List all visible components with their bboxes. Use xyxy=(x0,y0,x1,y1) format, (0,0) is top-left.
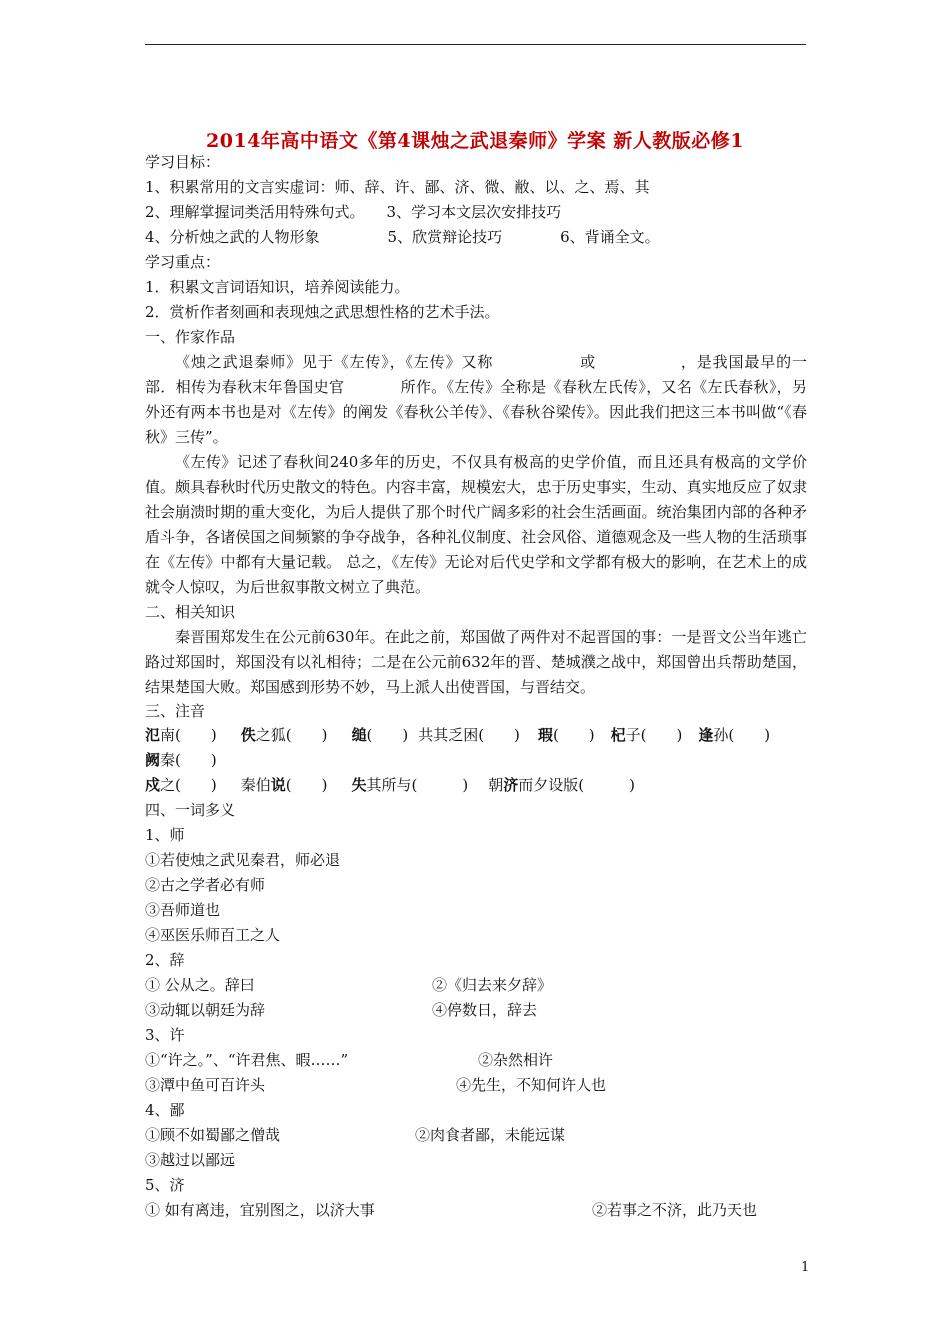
goal-1: 1、积累常用的文言实虚词：师、辞、许、鄙、济、微、敝、以、之、焉、其 xyxy=(145,178,650,196)
section-1-heading: 一、作家作品 xyxy=(145,328,236,346)
pinyin-blank: 南( ) xyxy=(160,726,217,744)
pinyin-char: 说 xyxy=(270,776,286,794)
word-5-item-2: ②若事之不济，此乃天也 xyxy=(592,1201,758,1219)
section-1-paragraph-1 xyxy=(145,350,807,450)
goal-6: 6、背诵全文。 xyxy=(560,228,660,246)
pinyin-char: 逢 xyxy=(698,726,714,744)
pinyin-blank: 之( ) xyxy=(160,776,217,794)
section-2-paragraph: 秦晋围郑发生在公元前630年。在此之前，郑国做了两件对不起晋国的事：一是晋文公当年逃亡路过郑国时，郑国没有以礼相待；二是在公元前632年的晋、楚城濮之战中，郑国曾出兵帮助楚国，结果楚国大败。郑国感到形势不妙，马上派人出使晋国，与晋结交。 xyxy=(145,628,807,696)
section-2-heading: 二、相关知识 xyxy=(145,603,236,621)
word-2-heading: 2、辞 xyxy=(145,951,185,969)
word-4-heading: 4、鄙 xyxy=(145,1101,185,1119)
word-2-item-4: ④停数日，辞去 xyxy=(432,1001,538,1019)
pinyin-blank: ( ) xyxy=(285,776,328,794)
goal-5: 5、欣赏辩论技巧 xyxy=(387,228,503,246)
s1-p1-part-a: 《烛之武退秦师》见于《左传》，《左传》又称 xyxy=(175,353,494,371)
pinyin-blank: ( ) xyxy=(366,726,409,744)
pinyin-char: 佚 xyxy=(240,726,256,744)
word-2-item-2: ②《归去来夕辞》 xyxy=(432,976,553,994)
goal-3: 3、学习本文层次安排技巧 xyxy=(386,203,562,221)
focus-heading: 学习重点： xyxy=(145,253,221,271)
s1-p1-part-b: 或 xyxy=(579,353,597,371)
pinyin-char: 缒 xyxy=(351,726,367,744)
pinyin-char: 杞 xyxy=(610,726,626,744)
pinyin-char: 瑕 xyxy=(537,726,553,744)
s1-p1-part-d: 所作。《左传》全称是《春秋左氏传》，又名《左氏春秋》，另外还有两本书也是对《左传》的阐发《春秋公羊传》、《春秋谷梁传》。因此我们把这三本书叫做“《春秋》三传”。 xyxy=(145,378,807,446)
word-4-item-3: ③越过以鄙远 xyxy=(145,1151,236,1169)
word-4-item-2: ②肉食者鄙，未能远谋 xyxy=(415,1126,566,1144)
word-1-heading: 1、师 xyxy=(145,826,185,844)
goal-4-5-6 xyxy=(145,225,660,250)
pinyin-blank: ( ) xyxy=(552,726,595,744)
word-1-item-2: ②古之学者必有师 xyxy=(145,876,266,894)
page-number: 1 xyxy=(801,1260,810,1275)
word-1-item-1: ①若使烛之武见秦君，师必退 xyxy=(145,851,341,869)
pinyin-blank: 而夕设版( ) xyxy=(518,776,635,794)
pinyin-row-1 xyxy=(145,723,770,748)
pinyin-text: 秦伯 xyxy=(240,776,271,794)
word-1-item-3: ③吾师道也 xyxy=(145,901,221,919)
word-4-item-1: ①顾不如蜀鄙之僧哉 xyxy=(145,1126,281,1144)
pinyin-blank: 秦( ) xyxy=(160,751,217,769)
pinyin-blank: 孙( ) xyxy=(713,726,771,744)
document-title: 2014年高中语文《第4课烛之武退秦师》学案 新人教版必修1 xyxy=(206,130,744,152)
section-4-heading: 四、一词多义 xyxy=(145,801,236,819)
word-3-heading: 3、许 xyxy=(145,1026,185,1044)
focus-2: 2．赏析作者刻画和表现烛之武思想性格的艺术手法。 xyxy=(145,303,500,321)
s1-p1-part-c: ，是我国最早的一部．相传为春秋末年鲁国史官 xyxy=(145,353,807,396)
word-3-item-1: ①“许之。”、“许君焦、暇……” xyxy=(145,1051,349,1069)
header-rule xyxy=(145,44,806,45)
pinyin-blank: 子( ) xyxy=(625,726,683,744)
word-3-item-2: ②杂然相许 xyxy=(478,1051,554,1069)
pinyin-char: 济 xyxy=(503,776,519,794)
word-2-item-1: ① 公从之。辞曰 xyxy=(145,976,255,994)
pinyin-char: 失 xyxy=(351,776,367,794)
pinyin-char: 戍 xyxy=(145,776,161,794)
word-3-item-3: ③潭中鱼可百许头 xyxy=(145,1076,266,1094)
word-5-heading: 5、济 xyxy=(145,1176,185,1194)
word-2-item-3: ③动辄以朝廷为辞 xyxy=(145,1001,266,1019)
goal-4: 4、分析烛之武的人物形象 xyxy=(145,228,320,246)
word-3-item-4: ④先生，不知何许人也 xyxy=(456,1076,607,1094)
word-5-item-1: ① 如有离违，宜别图之，以济大事 xyxy=(145,1201,375,1219)
goal-2-3 xyxy=(145,200,561,225)
pinyin-blank: 其所与( ) xyxy=(366,776,469,794)
pinyin-row-3 xyxy=(145,773,635,798)
pinyin-blank: 共其乏困( ) xyxy=(418,726,520,744)
focus-1: 1．积累文言词语知识，培养阅读能力。 xyxy=(145,278,410,296)
pinyin-text: 朝 xyxy=(488,776,504,794)
goals-heading: 学习目标： xyxy=(145,153,221,171)
pinyin-blank: 之狐( ) xyxy=(255,726,328,744)
pinyin-char: 氾 xyxy=(145,726,161,744)
section-1-paragraph-2: 《左传》记述了春秋间240多年的历史，不仅具有极高的史学价值，而且还具有极高的文学价值。颇具春秋时代历史散文的特色。内容丰富，规模宏大，忠于历史事实，生动、真实地反应了奴隶社会崩溃时期的重大变化，为后人提供了那个时代广阔多彩的社会生活画面。统治集团内部的各种矛盾斗争，各诸侯国之间频繁的争夺战争，各种礼仪制度、社会风俗、道德观念及一些人物的生活琐事在《左传》中都有大量记载。 总之，《左传》无论对后代史学和文学都有极大的影响，在艺术上的成就令人惊叹，为后世叙事散文树立了典范。 xyxy=(145,453,807,596)
pinyin-row-2 xyxy=(145,748,217,773)
section-3-heading: 三、注音 xyxy=(145,702,206,720)
pinyin-char: 阙 xyxy=(145,751,161,769)
word-1-item-4: ④巫医乐师百工之人 xyxy=(145,926,281,944)
goal-2: 2、理解掌握词类活用特殊句式。 xyxy=(145,203,365,221)
